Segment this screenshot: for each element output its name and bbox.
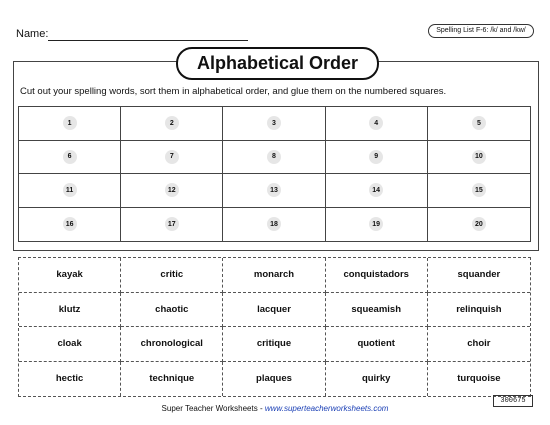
square-number: 13	[267, 183, 281, 197]
square-number: 12	[165, 183, 179, 197]
numbered-square	[19, 141, 121, 175]
numbered-square	[223, 141, 325, 175]
worksheet-code: 300675	[493, 395, 533, 407]
square-number: 20	[472, 217, 486, 231]
numbered-square	[121, 208, 223, 242]
footer-separator: -	[257, 404, 265, 413]
word-card[interactable]: relinquish	[428, 293, 530, 328]
word-card[interactable]: turquoise	[457, 373, 501, 385]
square-number: 6	[63, 150, 77, 164]
numbered-square	[326, 208, 428, 242]
numbered-square	[19, 107, 121, 141]
word-card[interactable]: technique	[121, 362, 223, 397]
word-card[interactable]: conquistadors	[326, 258, 428, 293]
word-card[interactable]: quirky	[326, 362, 428, 397]
word-card[interactable]: chaotic	[121, 293, 223, 328]
numbered-square	[223, 174, 325, 208]
numbered-square	[428, 107, 530, 141]
word-card[interactable]: plaques	[223, 362, 325, 397]
numbered-square	[326, 174, 428, 208]
word-card[interactable]: critic	[121, 258, 223, 293]
word-card[interactable]: squander	[428, 258, 530, 293]
square-number: 19	[369, 217, 383, 231]
word-card[interactable]: chronological	[121, 327, 223, 362]
square-number: 3	[267, 116, 281, 130]
numbered-square	[326, 141, 428, 175]
footer-url-link[interactable]: www.superteacherworksheets.com	[264, 404, 389, 413]
spelling-list-badge: Spelling List F-6: /k/ and /kw/	[428, 24, 534, 38]
instructions-text: Cut out your spelling words, sort them in alphabetical order, and glue them on the numbered squares.	[20, 86, 447, 97]
numbered-square	[19, 174, 121, 208]
square-number: 2	[165, 116, 179, 130]
square-number: 9	[369, 150, 383, 164]
numbered-square	[223, 208, 325, 242]
square-number: 1	[63, 116, 77, 130]
word-card[interactable]: cloak	[19, 327, 121, 362]
numbered-square	[121, 107, 223, 141]
footer	[0, 404, 550, 413]
square-number: 17	[165, 217, 179, 231]
numbered-square	[19, 208, 121, 242]
word-card[interactable]: lacquer	[223, 293, 325, 328]
square-number: 15	[472, 183, 486, 197]
square-number: 11	[63, 183, 77, 197]
word-card[interactable]: monarch	[223, 258, 325, 293]
numbered-square	[428, 208, 530, 242]
square-number: 14	[369, 183, 383, 197]
word-cards-grid	[18, 257, 531, 397]
numbered-squares-grid	[18, 106, 531, 242]
square-number: 10	[472, 150, 486, 164]
word-card[interactable]: kayak	[19, 258, 121, 293]
numbered-square	[428, 141, 530, 175]
numbered-square	[121, 141, 223, 175]
word-card[interactable]: hectic	[19, 362, 121, 397]
name-field-line[interactable]	[48, 40, 248, 41]
square-number: 7	[165, 150, 179, 164]
numbered-square	[121, 174, 223, 208]
square-number: 5	[472, 116, 486, 130]
square-number: 18	[267, 217, 281, 231]
square-number: 16	[63, 217, 77, 231]
numbered-square	[326, 107, 428, 141]
word-card[interactable]: choir	[428, 327, 530, 362]
name-label: Name:	[16, 28, 49, 40]
square-number: 8	[267, 150, 281, 164]
word-card[interactable]: klutz	[19, 293, 121, 328]
word-card[interactable]: critique	[223, 327, 325, 362]
worksheet-title: Alphabetical Order	[176, 47, 379, 80]
word-card[interactable]: quotient	[326, 327, 428, 362]
word-card[interactable]: squeamish	[326, 293, 428, 328]
numbered-square	[223, 107, 325, 141]
square-number: 4	[369, 116, 383, 130]
footer-brand: Super Teacher Worksheets	[161, 404, 258, 413]
numbered-square	[428, 174, 530, 208]
